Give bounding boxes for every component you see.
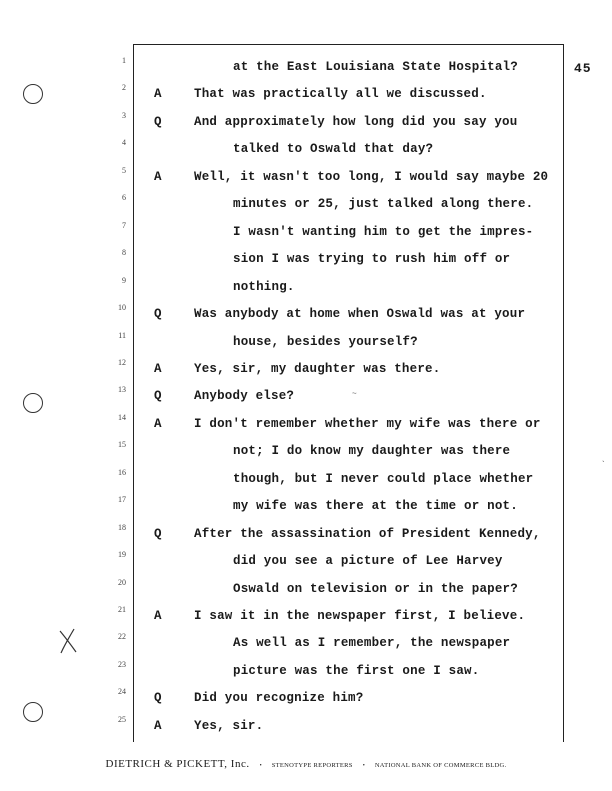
line-number: 1 <box>122 56 126 65</box>
transcript-line <box>0 193 612 221</box>
speaker-label: A <box>154 718 162 733</box>
tick-mark: ` <box>602 460 605 469</box>
line-number: 23 <box>118 659 126 669</box>
line-text: Yes, sir, my daughter was there. <box>194 361 441 376</box>
speaker-label: Q <box>154 389 162 404</box>
line-number: 10 <box>118 303 126 313</box>
line-number: 14 <box>118 412 126 422</box>
line-number: 6 <box>122 193 126 203</box>
transcript-line <box>0 357 612 386</box>
transcript-line <box>0 412 612 441</box>
speaker-label: A <box>154 609 162 623</box>
stray-mark: ~ <box>352 389 357 398</box>
transcript-line <box>0 330 612 359</box>
transcript-line <box>0 605 612 633</box>
speaker-label: A <box>154 361 162 376</box>
footer-firm: DIETRICH & PICKETT, Inc. <box>105 758 250 770</box>
line-number: 15 <box>118 440 126 450</box>
line-text: did you see a picture of Lee Harvey <box>233 554 503 569</box>
line-number: 3 <box>122 110 126 120</box>
transcript-line <box>0 577 612 606</box>
transcript-line <box>0 632 612 660</box>
line-text: talked to Oswald that day? <box>233 142 434 157</box>
line-number: 19 <box>118 550 126 560</box>
line-number: 2 <box>122 83 126 93</box>
speaker-label: A <box>154 169 162 184</box>
transcript-line <box>0 659 612 688</box>
transcript-line <box>0 248 612 276</box>
transcript-line <box>0 440 612 468</box>
footer-service: STENOTYPE REPORTERS <box>271 762 353 769</box>
line-text: picture was the first one I saw. <box>233 663 480 678</box>
line-number: 4 <box>122 138 126 148</box>
speaker-label: A <box>154 87 162 102</box>
footer-separator: • <box>259 763 262 769</box>
transcript-line <box>0 110 612 139</box>
line-text: I saw it in the newspaper first, I believe. <box>194 609 526 623</box>
line-number: 5 <box>122 165 126 175</box>
line-number: 21 <box>118 605 126 614</box>
line-text: Well, it wasn't too long, I would say maybe 20 <box>194 169 549 184</box>
top-border-line <box>133 44 563 45</box>
line-text: That was practically all we discussed. <box>194 87 487 102</box>
line-text: Yes, sir. <box>194 718 264 733</box>
line-text: minutes or 25, just talked along there. <box>233 197 534 212</box>
reporter-footer <box>0 754 612 772</box>
transcript-line <box>0 275 612 304</box>
transcript-line <box>0 550 612 578</box>
line-number: 25 <box>118 714 126 724</box>
line-text: my wife was there at the time or not. <box>233 499 518 514</box>
speaker-label: Q <box>154 114 162 129</box>
line-text: nothing. <box>233 279 295 294</box>
line-text: house, besides yourself? <box>233 334 418 349</box>
line-number: 12 <box>118 357 126 367</box>
speaker-label: Q <box>154 526 162 541</box>
line-text: And approximately how long did you say you <box>194 114 518 129</box>
speaker-label: A <box>154 416 162 431</box>
transcript-line <box>0 467 612 496</box>
line-number: 11 <box>118 330 126 340</box>
line-text: Was anybody at home when Oswald was at your <box>194 307 526 322</box>
line-text: I don't remember whether my wife was there or <box>194 416 541 431</box>
transcript-line <box>0 83 612 111</box>
line-text: at the East Louisiana State Hospital? <box>233 60 518 74</box>
line-number: 7 <box>122 220 126 230</box>
transcript-line <box>0 714 612 743</box>
footer-separator: • <box>362 763 365 769</box>
line-text: After the assassination of President Kennedy, <box>194 526 541 541</box>
line-number: 18 <box>118 522 126 532</box>
line-text: I wasn't wanting him to get the impres- <box>233 224 534 239</box>
transcript-line <box>0 303 612 331</box>
line-number: 24 <box>118 687 126 697</box>
transcript-line <box>0 495 612 523</box>
line-text: Anybody else? <box>194 389 295 404</box>
transcript-line <box>0 687 612 715</box>
page-number: 45 <box>574 61 592 76</box>
line-number: 17 <box>118 495 126 505</box>
transcript-line <box>0 522 612 551</box>
line-text: As well as I remember, the newspaper <box>233 636 511 651</box>
line-text: Oswald on television or in the paper? <box>233 581 518 596</box>
line-number: 8 <box>122 248 126 258</box>
transcript-line <box>0 385 612 413</box>
transcript-line <box>0 165 612 194</box>
line-number: 9 <box>122 275 126 285</box>
speaker-label: Q <box>154 691 162 706</box>
line-number: 22 <box>118 632 126 642</box>
line-text: sion I was trying to rush him off or <box>233 252 511 267</box>
transcript-line <box>0 56 612 84</box>
footer-address: NATIONAL BANK OF COMMERCE BLDG. <box>374 762 507 769</box>
handwritten-x-mark-icon <box>57 627 81 655</box>
line-number: 13 <box>118 385 126 395</box>
transcript-line <box>0 138 612 166</box>
line-number: 16 <box>118 467 126 477</box>
line-text: Did you recognize him? <box>194 691 364 706</box>
line-number: 20 <box>118 577 126 587</box>
line-text: though, but I never could place whether <box>233 471 534 486</box>
speaker-label: Q <box>154 307 162 322</box>
transcript-line <box>0 220 612 249</box>
line-text: not; I do know my daughter was there <box>233 444 511 459</box>
